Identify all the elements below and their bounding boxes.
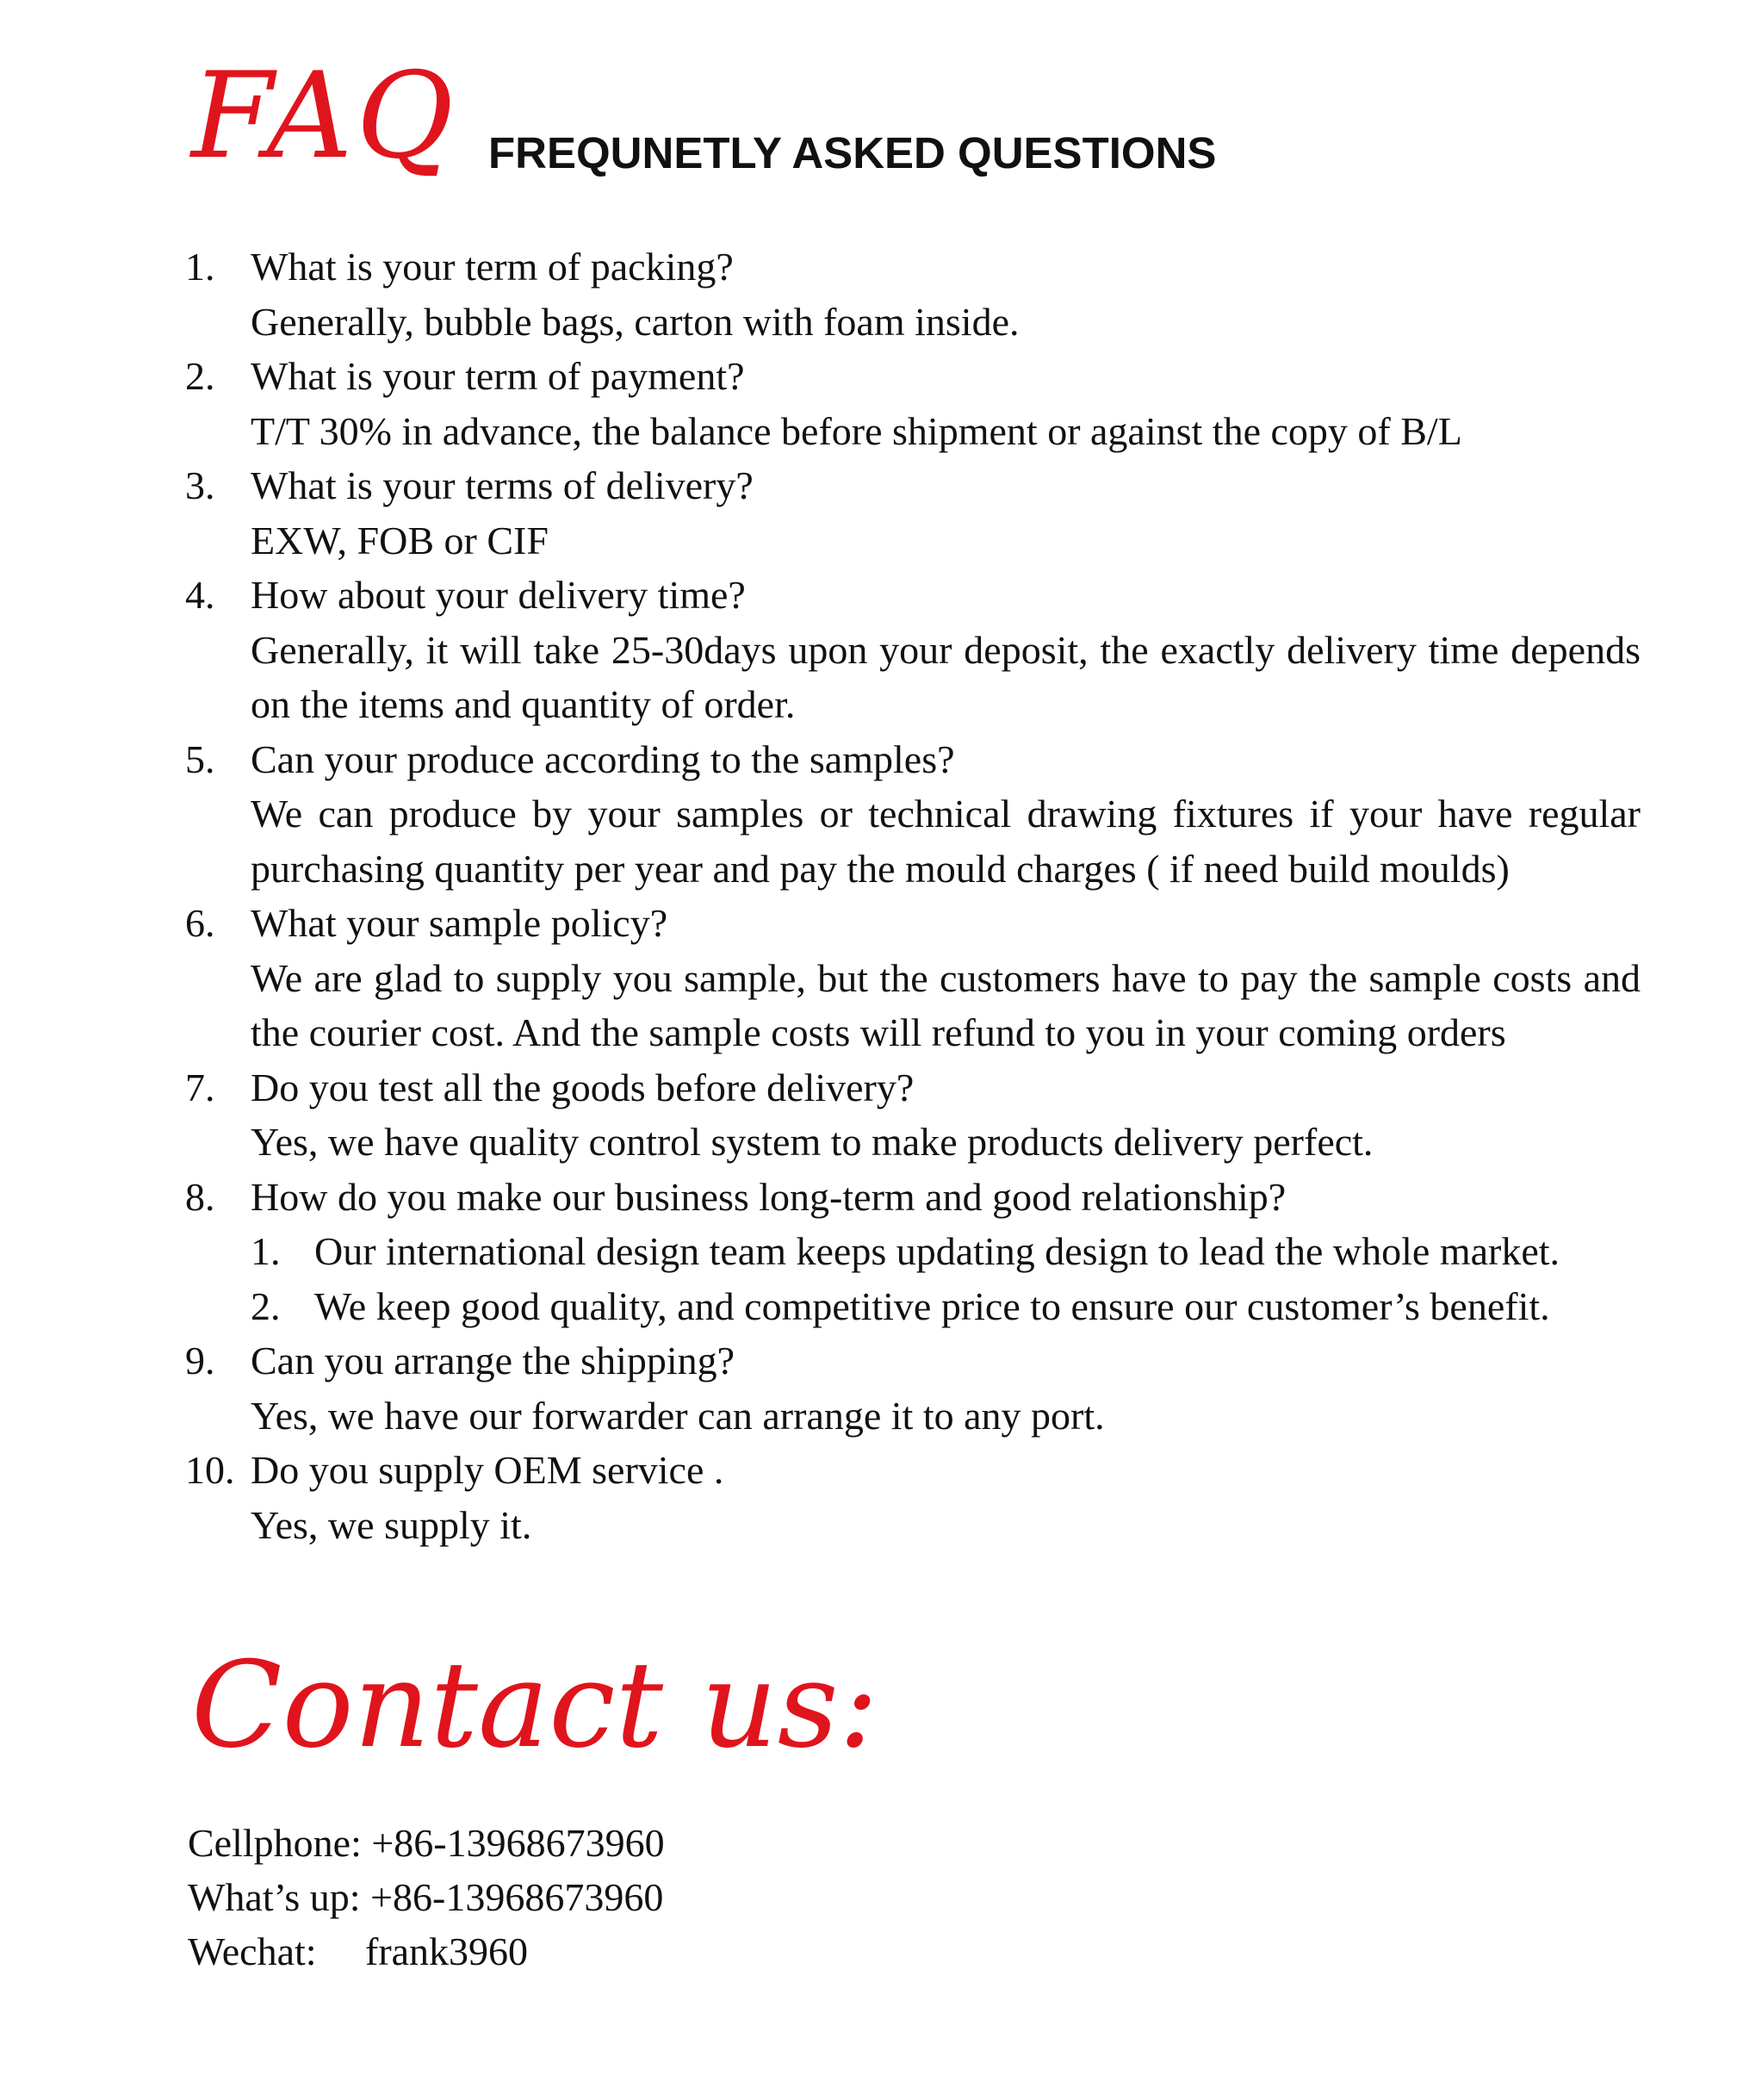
faq-item-3 [185, 458, 1641, 568]
faq-item-8 [185, 1170, 1641, 1334]
cellphone-value: +86-13968673960 [371, 1821, 665, 1865]
faq-question: Can your produce according to the samples? [251, 736, 955, 781]
faq-number: 7. [185, 1065, 215, 1109]
faq-subtitle: FREQUNETLY ASKED QUESTIONS [488, 128, 1217, 177]
faq-answer: T/T 30% in advance, the balance before shipment or against the copy of B/L [251, 408, 1462, 453]
cellphone-label: Cellphone: [188, 1821, 362, 1865]
faq-item-4 [185, 568, 1641, 732]
faq-question: What is your terms of delivery? [251, 463, 754, 507]
faq-answer: We can produce by your samples or technical drawing fixtures if your have regular purchasing quantity per year and pay the mould charges ( if need build moulds) [251, 792, 1641, 891]
whatsapp-line [188, 1870, 665, 1924]
wechat-line [188, 1924, 665, 1979]
faq-question: Can you arrange the shipping? [251, 1339, 735, 1382]
faq-item-5 [185, 732, 1641, 897]
faq-item-10 [185, 1443, 1641, 1552]
wechat-label: Wechat: [188, 1929, 317, 1973]
whatsapp-label: What’s up: [188, 1875, 361, 1919]
faq-title: FAQ [191, 47, 457, 185]
cellphone-line [188, 1816, 665, 1870]
faq-question: How about your delivery time? [251, 573, 746, 617]
whatsapp-value: +86-13968673960 [370, 1875, 664, 1919]
faq-answer: We are glad to supply you sample, but the customers have to pay the sample costs and the courier cost. And the sample costs will refund to you in your coming orders [251, 955, 1641, 1054]
faq-number: 3. [185, 463, 215, 507]
faq-number: 2. [185, 354, 215, 398]
faq-item-9 [185, 1333, 1641, 1443]
faq-sub-item [251, 1224, 1641, 1279]
faq-item-7 [185, 1060, 1641, 1170]
faq-question: How do you make our business long-term and good relationship? [251, 1174, 1287, 1219]
faq-item-6 [185, 896, 1641, 1060]
faq-item-1 [185, 239, 1641, 349]
faq-sub-text: We keep good quality, and competitive price to ensure our customer’s benefit. [314, 1283, 1550, 1328]
contact-info [188, 1816, 665, 1979]
faq-answer: EXW, FOB or CIF [251, 518, 549, 562]
faq-item-2 [185, 349, 1641, 458]
faq-number: 1. [185, 245, 215, 289]
faq-sub-list [251, 1224, 1641, 1333]
contact-title: Contact us: [191, 1636, 879, 1774]
faq-number: 8. [185, 1174, 215, 1219]
faq-sub-item [251, 1279, 1641, 1334]
wechat-value: frank3960 [365, 1929, 529, 1973]
faq-number: 5. [185, 736, 215, 781]
faq-number: 6. [185, 901, 215, 945]
faq-sub-number: 1. [251, 1229, 281, 1273]
faq-answer: Yes, we have our forwarder can arrange it to any port. [251, 1393, 1105, 1438]
faq-answer: Yes, we have quality control system to make products delivery perfect. [251, 1120, 1374, 1164]
faq-question: Do you supply OEM service . [251, 1448, 724, 1492]
faq-answer: Generally, it will take 25-30days upon your deposit, the exactly delivery time depends on the items and quantity of order. [251, 627, 1641, 726]
faq-number: 4. [185, 573, 215, 617]
faq-answer: Generally, bubble bags, carton with foam inside. [251, 299, 1020, 344]
faq-question: What your sample policy? [251, 901, 668, 945]
faq-number: 10. [185, 1448, 235, 1492]
faq-question: Do you test all the goods before delivery? [251, 1065, 915, 1109]
faq-sub-text: Our international design team keeps updating design to lead the whole market. [314, 1229, 1560, 1273]
faq-answer: Yes, we supply it. [251, 1502, 532, 1547]
faq-question: What is your term of packing? [251, 245, 734, 289]
faq-list [185, 239, 1641, 1552]
faq-sub-number: 2. [251, 1283, 281, 1328]
faq-number: 9. [185, 1339, 215, 1382]
faq-question: What is your term of payment? [251, 354, 745, 398]
faq-header [191, 47, 1569, 215]
